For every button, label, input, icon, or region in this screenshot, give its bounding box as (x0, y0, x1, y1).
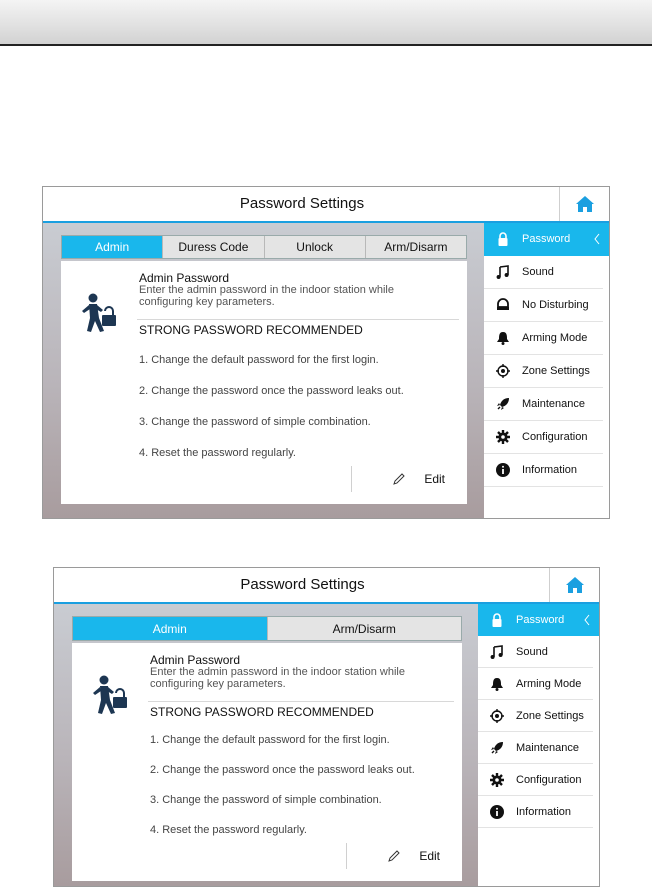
strong-password-notice: STRONG PASSWORD RECOMMENDED (150, 705, 374, 719)
menu-item-label: Zone Settings (522, 365, 590, 377)
admin-password-heading: Admin Password (150, 653, 241, 667)
bell-icon (495, 330, 511, 346)
settings-menu (478, 604, 599, 886)
edit-label: Edit (419, 849, 440, 863)
page-title: Password Settings (240, 576, 365, 593)
tip-3: 3. Change the password of simple combination. (150, 794, 382, 806)
rocket-icon (495, 396, 511, 412)
menu-item-arming-mode[interactable] (484, 322, 603, 355)
menu-item-label: Arming Mode (516, 677, 582, 690)
admin-password-description: Enter the admin password in the indoor station while configuring key parameters. (139, 284, 394, 308)
menu-item-label: Maintenance (516, 741, 579, 754)
music-note-icon (489, 644, 505, 660)
admin-password-description: Enter the admin password in the indoor station while configuring key parameters. (150, 666, 405, 690)
info-icon (495, 462, 511, 478)
person-lock-icon (90, 673, 130, 721)
menu-item-label: No Disturbing (522, 299, 589, 311)
tab-arm-disarm[interactable]: Arm/Disarm (366, 236, 466, 258)
menu-item-information[interactable] (484, 454, 603, 487)
menu-item-label: Sound (516, 645, 548, 658)
title-bar (54, 568, 599, 604)
tip-4: 4. Reset the password regularly. (150, 824, 307, 836)
menu-item-label: Information (522, 464, 578, 476)
chevron-left-icon (593, 233, 601, 245)
menu-item-zone-settings[interactable] (484, 355, 603, 388)
menu-item-label: Information (516, 805, 572, 818)
info-icon (489, 804, 505, 820)
menu-item-maintenance[interactable] (484, 388, 603, 421)
music-note-icon (495, 264, 511, 280)
admin-password-heading: Admin Password (139, 271, 230, 285)
menu-item-configuration[interactable] (478, 764, 593, 796)
menu-item-label: Configuration (516, 773, 582, 786)
menu-item-password[interactable] (484, 223, 609, 256)
tip-2: 2. Change the password once the password leaks out. (150, 764, 415, 776)
lock-icon (489, 612, 505, 628)
tab-duress-code[interactable]: Duress Code (163, 236, 264, 258)
content-area (54, 604, 478, 886)
page-title: Password Settings (239, 195, 365, 212)
divider (137, 319, 459, 320)
menu-item-label: Configuration (522, 431, 588, 443)
divider (148, 701, 454, 702)
tab-admin[interactable]: Admin (62, 236, 163, 258)
strong-password-notice: STRONG PASSWORD RECOMMENDED (139, 323, 363, 337)
moon-icon (495, 297, 511, 313)
menu-item-label: Zone Settings (516, 709, 584, 722)
menu-item-arming-mode[interactable] (478, 668, 593, 700)
title-bar (43, 187, 609, 223)
tab-bar (61, 235, 467, 259)
home-button[interactable] (559, 187, 609, 221)
settings-menu (484, 223, 609, 518)
lock-icon (495, 231, 511, 247)
admin-password-panel (61, 261, 467, 504)
menu-item-label: Maintenance (522, 398, 585, 410)
home-button[interactable] (549, 568, 599, 602)
gear-icon (489, 772, 505, 788)
home-icon (565, 576, 585, 594)
menu-item-maintenance[interactable] (478, 732, 593, 764)
menu-item-label: Sound (522, 266, 554, 278)
menu-item-label: Arming Mode (522, 332, 588, 344)
chevron-left-icon (583, 614, 591, 626)
pencil-icon (387, 849, 401, 863)
menu-item-label: Password (522, 233, 571, 245)
menu-item-password[interactable] (478, 604, 599, 636)
tip-1: 1. Change the default password for the first login. (150, 734, 390, 746)
document-header-bar (0, 0, 652, 46)
pencil-icon (392, 472, 406, 486)
admin-password-panel (72, 643, 462, 881)
tip-2: 2. Change the password once the password leaks out. (139, 385, 404, 397)
crosshair-icon (489, 708, 505, 724)
menu-item-label: Password (516, 613, 565, 626)
content-area (43, 223, 484, 518)
rocket-icon (489, 740, 505, 756)
person-lock-icon (79, 291, 119, 339)
tip-1: 1. Change the default password for the first login. (139, 354, 379, 366)
menu-item-no-disturbing[interactable] (484, 289, 603, 322)
menu-item-sound[interactable] (484, 256, 603, 289)
password-settings-screen-1 (42, 186, 610, 519)
home-icon (575, 195, 595, 213)
edit-label: Edit (424, 472, 445, 486)
crosshair-icon (495, 363, 511, 379)
edit-button[interactable] (346, 843, 440, 869)
menu-item-information[interactable] (478, 796, 593, 828)
tip-4: 4. Reset the password regularly. (139, 447, 296, 459)
tab-bar (72, 616, 462, 641)
menu-item-zone-settings[interactable] (478, 700, 593, 732)
bell-icon (489, 676, 505, 692)
tab-admin[interactable]: Admin (73, 617, 268, 640)
tab-arm-disarm[interactable]: Arm/Disarm (268, 617, 462, 640)
password-settings-screen-2 (53, 567, 600, 887)
menu-item-sound[interactable] (478, 636, 593, 668)
gear-icon (495, 429, 511, 445)
tab-unlock[interactable]: Unlock (265, 236, 366, 258)
edit-button[interactable] (351, 466, 445, 492)
tip-3: 3. Change the password of simple combination. (139, 416, 371, 428)
menu-item-configuration[interactable] (484, 421, 603, 454)
